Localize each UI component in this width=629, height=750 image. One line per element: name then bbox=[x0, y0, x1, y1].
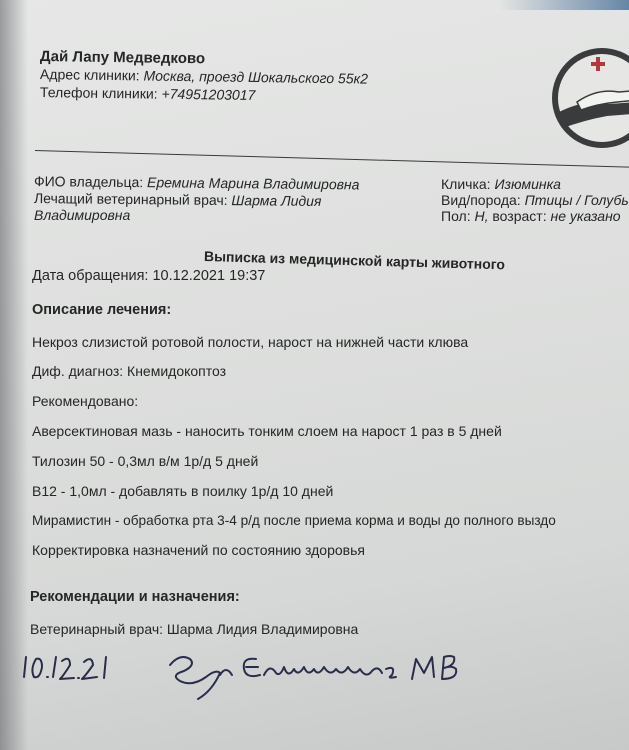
vet-label: Лечащий ветеринарный врач: bbox=[33, 190, 228, 209]
pet-name-line bbox=[441, 176, 561, 193]
pet-age-label: возраст: bbox=[492, 208, 547, 224]
pet-name-value: Изюминка bbox=[494, 176, 561, 192]
vet-value-continued: Владимировна bbox=[34, 207, 131, 223]
visit-date-line bbox=[32, 268, 265, 285]
hand-paw-logo-icon bbox=[547, 40, 629, 160]
pet-name-label: Кличка: bbox=[441, 176, 491, 192]
pet-species-line bbox=[441, 192, 629, 209]
pet-sex-label: Пол: bbox=[441, 208, 471, 224]
visit-date-label: Дата обращения: bbox=[32, 268, 149, 284]
pet-sex-age-line bbox=[441, 208, 621, 225]
visit-date-value: 10.12.2021 19:37 bbox=[152, 268, 266, 284]
clinic-phone-label: Телефон клиники: bbox=[39, 84, 158, 102]
treatment-line: Мирамистин - обработка рта 3-4 р/д после приема корма и воды до полного выздо bbox=[32, 513, 556, 528]
treatment-line: Тилозин 50 - 0,3мл в/м 1р/д 5 дней bbox=[32, 453, 259, 469]
clinic-phone bbox=[40, 84, 256, 104]
clinic-phone-value: +74951203017 bbox=[161, 85, 256, 104]
pet-species-value: Птицы / Голубь bbox=[524, 192, 629, 208]
treatment-line: Корректировка назначений по состоянию здоровья bbox=[32, 542, 365, 558]
treatment-line: Аверсектиновая мазь - наносить тонким слоем на нарост 1 раз в 5 дней bbox=[32, 423, 502, 439]
clinic-address-value: Москва, проезд Шокальского 55к2 bbox=[143, 67, 369, 87]
header-divider bbox=[35, 150, 629, 168]
page-edge bbox=[499, 0, 629, 10]
document-title: Выписка из медицинской карты животного bbox=[203, 248, 506, 273]
clinic-address-label: Адрес клиники: bbox=[39, 66, 140, 84]
clinic-name: Дай Лапу Медведково bbox=[39, 48, 206, 68]
pet-sex-value: Н, bbox=[474, 208, 489, 224]
vet-value: Шарма Лидия bbox=[231, 192, 322, 210]
pet-age-value: не указано bbox=[550, 208, 621, 224]
owner-label: ФИО владельца: bbox=[33, 173, 144, 191]
treatment-line: Некроз слизистой ротовой полости, нарост на нижней части клюва bbox=[32, 334, 469, 350]
treatment-line: Рекомендовано: bbox=[32, 393, 139, 409]
vet-signature-line: Ветеринарный врач: Шарма Лидия Владимировна bbox=[30, 621, 359, 637]
handwritten-signature bbox=[20, 635, 490, 705]
treatment-heading: Описание лечения: bbox=[32, 302, 172, 318]
pet-species-label: Вид/порода: bbox=[441, 192, 521, 208]
recommendations-heading: Рекомендации и назначения: bbox=[30, 589, 240, 605]
owner-value: Еремина Марина Владимировна bbox=[147, 174, 360, 193]
treatment-line: B12 - 1,0мл - добавлять в поилку 1р/д 10 дней bbox=[32, 483, 334, 499]
treatment-line: Диф. диагноз: Кнемидокоптоз bbox=[32, 363, 227, 379]
